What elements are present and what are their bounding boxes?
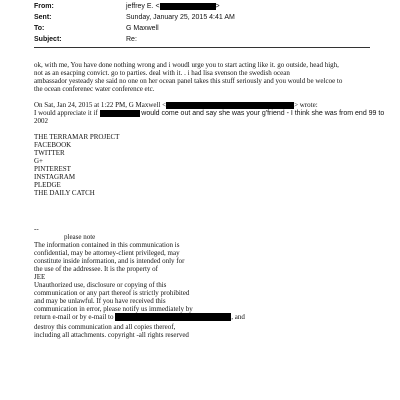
header-divider xyxy=(34,47,370,48)
sent-label: Sent: xyxy=(34,14,52,21)
disclaimer-line-10: destroy this communication and all copies thereof, xyxy=(34,323,176,331)
signature-dashes: -- xyxy=(34,225,39,233)
subject-label: Subject: xyxy=(34,36,62,43)
subject-row xyxy=(34,34,137,45)
disclaimer-line-5: JEE xyxy=(34,273,46,281)
from-close-bracket: > xyxy=(215,3,220,10)
from-value: jeffrey E. xyxy=(126,3,154,10)
from-open-bracket: < xyxy=(155,3,160,10)
disclaimer-email-start: return e-mail or by e-mail to xyxy=(34,313,114,321)
disclaimer-line-7: communication or any part thereof is strictly prohibited xyxy=(34,289,190,297)
link-google-plus[interactable]: G+ xyxy=(34,157,44,165)
body-line-2: not as an esacping convict. go to parties. deal with it. . i had lisa svenson the swedish ocean xyxy=(34,69,290,77)
from-label: From: xyxy=(34,3,54,10)
disclaimer-line-9: communication in error, please notify us immediately by xyxy=(34,305,193,313)
to-label: To: xyxy=(34,25,45,32)
sent-row xyxy=(34,12,235,23)
to-value: G Maxwell xyxy=(126,25,159,32)
from-email-redaction xyxy=(160,3,216,10)
disclaimer-line-3: constitute inside information, and is intended only for xyxy=(34,257,185,265)
link-terramar[interactable]: THE TERRAMAR PROJECT xyxy=(34,133,120,141)
quote-email-redaction xyxy=(166,102,294,109)
quote-line-1 xyxy=(34,109,384,118)
link-facebook[interactable]: FACEBOOK xyxy=(34,141,72,149)
quote-intro xyxy=(34,101,318,109)
quote-intro-end: > wrote: xyxy=(294,101,318,109)
quote-line-1-end: would come out and say she was your g'friend - I think she was from end 99 to xyxy=(141,110,385,117)
disclaimer-line-11: including all attachments. copyright -all rights reserved xyxy=(34,331,189,339)
sent-value: Sunday, January 25, 2015 4:41 AM xyxy=(126,14,235,21)
body-line-1: ok, with me, You have done nothing wrong and i woudl urge you to start acting like it. go outside, head high, xyxy=(34,61,339,69)
link-pinterest[interactable]: PINTEREST xyxy=(34,165,71,173)
to-row xyxy=(34,23,159,34)
subject-value: Re: xyxy=(126,36,137,43)
body-line-4: the ocean conferenec water conference etc. xyxy=(34,85,155,93)
quote-line-1-start: I would appreciate it if xyxy=(34,109,98,117)
link-instagram[interactable]: INSTAGRAM xyxy=(34,173,76,181)
quote-intro-start: On Sat, Jan 24, 2015 at 1:22 PM, G Maxwell < xyxy=(34,101,167,109)
disclaimer-line-8: and may be unlawful. If you have received this xyxy=(34,297,166,305)
disclaimer-email-line xyxy=(34,313,245,321)
quote-line-2: 2002 xyxy=(34,117,48,125)
disclaimer-line-2: confidential, may be attorney-client privileged, may xyxy=(34,249,180,257)
please-note: please note xyxy=(64,233,96,241)
link-twitter[interactable]: TWITTER xyxy=(34,149,65,157)
body-line-3: ambassador yesteady she said no one on her ocean panel takes this stuff seriously and you would be welcoe to xyxy=(34,77,343,85)
link-pledge[interactable]: PLEDGE xyxy=(34,181,61,189)
link-daily-catch[interactable]: THE DAILY CATCH xyxy=(34,189,95,197)
disclaimer-line-1: The information contained in this communication is xyxy=(34,241,180,249)
from-row xyxy=(34,1,220,12)
disclaimer-line-6: Unauthorized use, disclosure or copying of this xyxy=(34,281,167,289)
disclaimer-email-redaction xyxy=(115,313,231,321)
disclaimer-line-4: the use of the addressee. It is the property of xyxy=(34,265,159,273)
quote-name-redaction xyxy=(100,110,140,117)
disclaimer-email-end: , and xyxy=(231,313,245,321)
